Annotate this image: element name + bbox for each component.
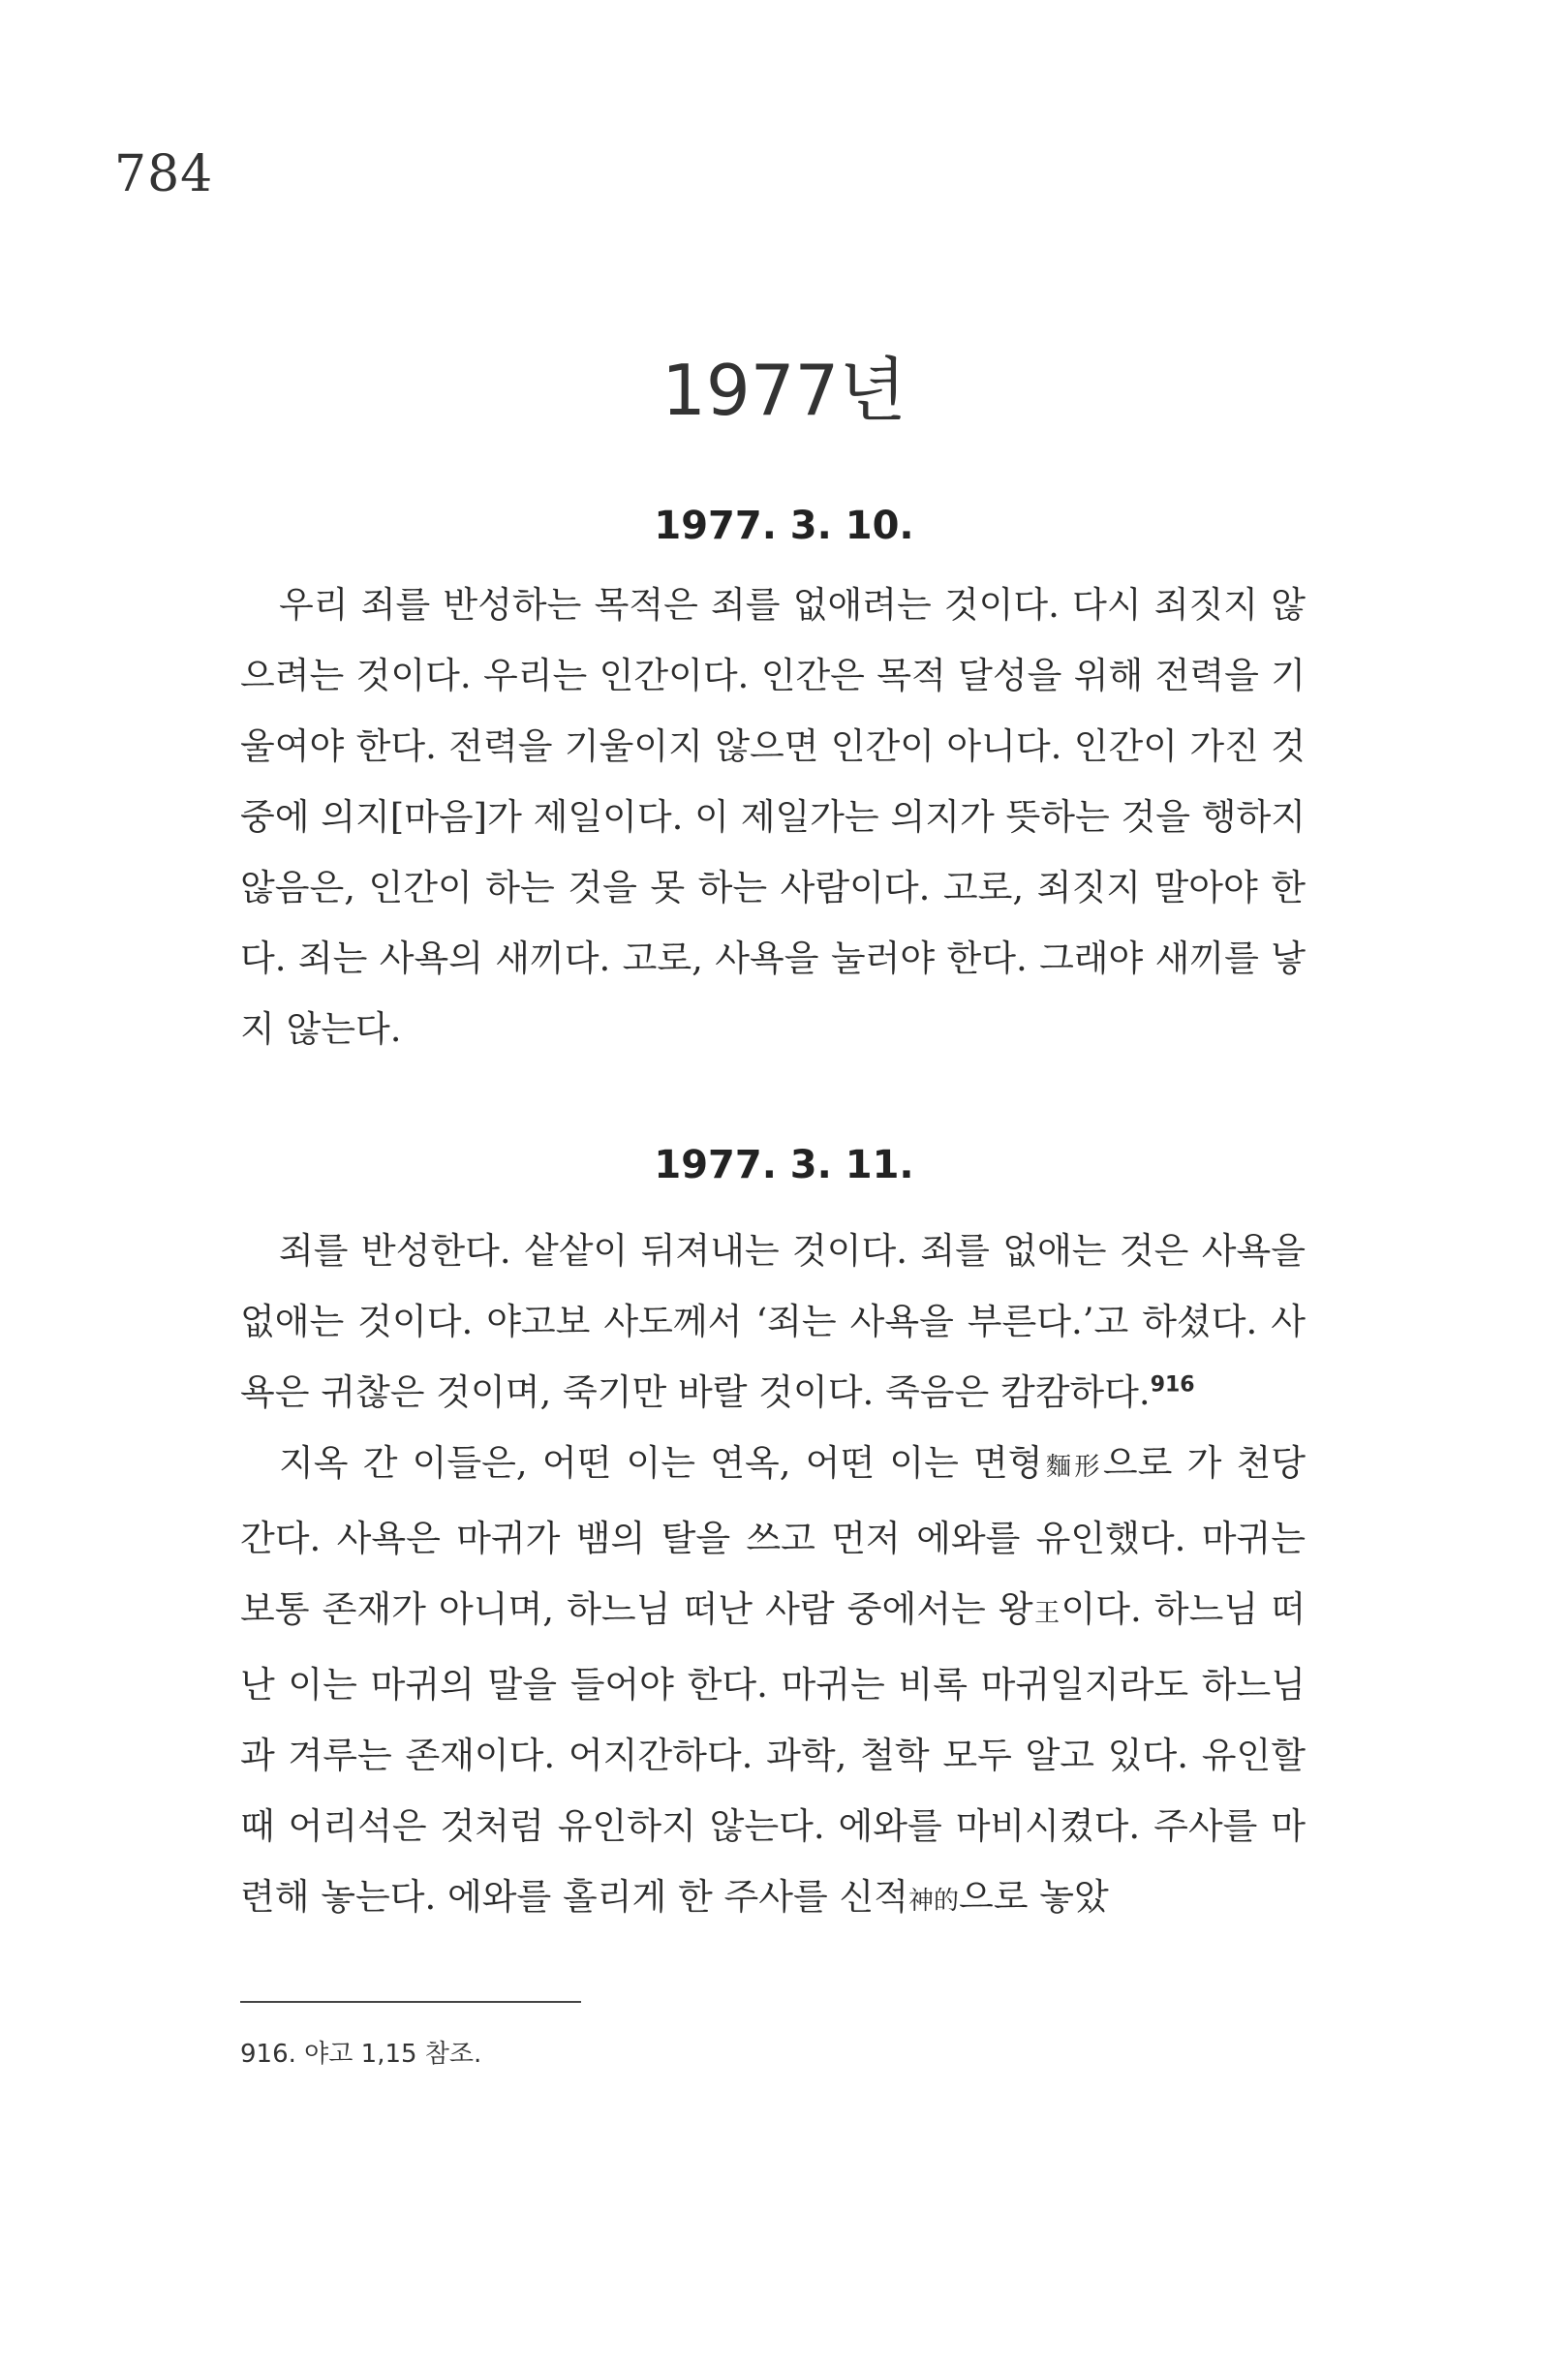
paragraph-text: 죄를 반성한다. 샅샅이 뒤져내는 것이다. 죄를 없애는 것은 사욕을 없애는 것이다. 야고보 사도께서 ‘죄는 사욕을 부른다.’고 하셨다. 사욕은 귀찮은 것이며, 죽기만 바랄 것이다. 죽음은 캄캄하다. (240, 1230, 1306, 1413)
hanja-gloss: 神的 (907, 1887, 959, 1916)
paragraph-text: 우리 죄를 반성하는 목적은 죄를 없애려는 것이다. 다시 죄짓지 않으려는 것이다. 우리는 인간이다. 인간은 목적 달성을 위해 전력을 기울여야 한다. 전력을 기울이지 않으면 인간이 아니다. 인간이 가진 것 중에 의지[마음]가 제일이다. 이 제일가는 의지가 뜻하는 것을 행하지 않음은, 인간이 하는 것을 못 하는 사람이다. 고로, 죄짓지 말아야 한다. 죄는 사욕의 새끼다. 고로, 사욕을 눌러야 한다. 그래야 새끼를 낳지 않는다. (240, 584, 1306, 1050)
hanja-gloss: 王 (1032, 1599, 1061, 1628)
entry-paragraph (240, 569, 1306, 1064)
footnote: 916. 야고 1,15 참조. (240, 2040, 482, 2069)
footnote-reference: 916 (1150, 1372, 1195, 1398)
paragraph-text: 으로 가 천당 간다. 사욕은 마귀가 뱀의 탈을 쓰고 먼저 에와를 유인했다. 마귀는 보통 존재가 아니며, 하느님 떠난 사람 중에서는 왕 (240, 1442, 1306, 1630)
page-number: 784 (114, 145, 214, 203)
paragraph-text: 지옥 간 이들은, 어떤 이는 연옥, 어떤 이는 면형 (279, 1442, 1043, 1484)
hanja-gloss: 麵形 (1042, 1453, 1103, 1482)
entry-date: 1977. 3. 11. (654, 1143, 914, 1187)
paragraph-text: 으로 놓았 (958, 1876, 1109, 1918)
paragraph-text: 이다. 하느님 떠난 이는 마귀의 말을 들어야 한다. 마귀는 비록 마귀일지라도 하느님과 겨루는 존재이다. 어지간하다. 과학, 철학 모두 알고 있다. 유인할 때 어리석은 것처럼 유인하지 않는다. 에와를 마비시켰다. 주사를 마련해 놓는다. 에와를 홀리게 한 주사를 신적 (240, 1588, 1306, 1918)
footnote-divider (240, 2001, 581, 2003)
entry-paragraph (240, 1428, 1306, 1937)
entry-date: 1977. 3. 10. (654, 504, 914, 548)
entry-paragraph (240, 1215, 1306, 1428)
year-heading: 1977년 (661, 350, 907, 431)
